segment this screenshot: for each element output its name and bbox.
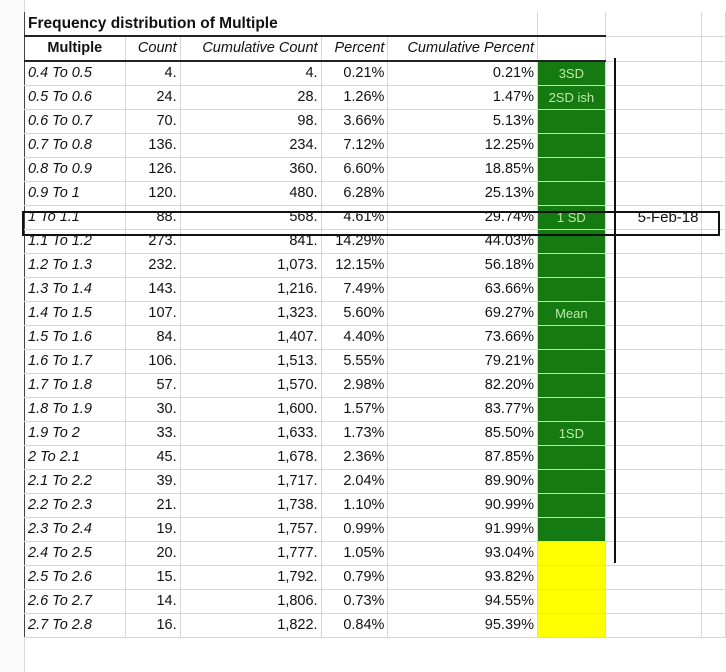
cell[interactable] [702,614,726,638]
count-cell[interactable]: 232. [125,254,180,278]
band-cell[interactable] [537,542,605,566]
percent-cell[interactable]: 7.49% [321,278,388,302]
count-cell[interactable]: 70. [125,110,180,134]
cell[interactable] [702,134,726,158]
percent-cell[interactable]: 5.55% [321,350,388,374]
cumulative-count-cell[interactable]: 568. [180,206,321,230]
cumulative-percent-cell[interactable]: 83.77% [388,398,538,422]
percent-cell[interactable]: 1.26% [321,86,388,110]
cumulative-count-cell[interactable]: 1,806. [180,590,321,614]
count-cell[interactable]: 107. [125,302,180,326]
multiple-cell[interactable]: 1.5 To 1.6 [25,326,126,350]
cumulative-count-cell[interactable]: 1,407. [180,326,321,350]
cumulative-percent-cell[interactable]: 12.25% [388,134,538,158]
percent-cell[interactable]: 6.60% [321,158,388,182]
cell[interactable] [702,36,726,61]
cumulative-count-cell[interactable]: 1,513. [180,350,321,374]
percent-cell[interactable]: 3.66% [321,110,388,134]
percent-cell[interactable]: 6.28% [321,182,388,206]
percent-cell[interactable]: 1.05% [321,542,388,566]
multiple-cell[interactable]: 2.6 To 2.7 [25,590,126,614]
cumulative-percent-cell[interactable]: 73.66% [388,326,538,350]
band-cell[interactable] [537,566,605,590]
multiple-cell[interactable]: 1.9 To 2 [25,422,126,446]
cumulative-count-cell[interactable]: 1,323. [180,302,321,326]
cell[interactable] [702,494,726,518]
cumulative-count-cell[interactable]: 1,822. [180,614,321,638]
date-cell[interactable]: 5-Feb-18 [605,206,702,230]
frequency-table [24,12,726,638]
header-multiple[interactable]: Multiple [25,36,126,61]
band-cell[interactable] [537,230,605,254]
count-cell[interactable]: 88. [125,206,180,230]
date-cell[interactable] [605,542,702,566]
percent-cell[interactable]: 1.73% [321,422,388,446]
cumulative-count-cell[interactable]: 1,216. [180,278,321,302]
count-cell[interactable]: 126. [125,158,180,182]
cell[interactable] [605,12,702,36]
count-cell[interactable]: 20. [125,542,180,566]
percent-cell[interactable]: 7.12% [321,134,388,158]
header-cumulative-percent[interactable]: Cumulative Percent [388,36,538,61]
header-row [25,36,726,61]
cumulative-percent-cell[interactable]: 89.90% [388,470,538,494]
band-cell[interactable] [537,350,605,374]
cell[interactable] [702,12,726,36]
band-cell[interactable] [537,278,605,302]
cell[interactable] [702,230,726,254]
multiple-cell[interactable]: 0.6 To 0.7 [25,110,126,134]
cumulative-count-cell[interactable]: 98. [180,110,321,134]
multiple-cell[interactable]: 0.4 To 0.5 [25,61,126,86]
band-cell[interactable] [537,158,605,182]
cumulative-count-cell[interactable]: 1,600. [180,398,321,422]
multiple-cell[interactable]: 0.8 To 0.9 [25,158,126,182]
cell[interactable] [702,206,726,230]
percent-cell[interactable]: 4.61% [321,206,388,230]
date-cell[interactable] [605,110,702,134]
multiple-cell[interactable]: 0.5 To 0.6 [25,86,126,110]
cumulative-percent-cell[interactable]: 25.13% [388,182,538,206]
percent-cell[interactable]: 12.15% [321,254,388,278]
percent-cell[interactable]: 2.98% [321,374,388,398]
table-row [25,182,726,206]
table-row [25,374,726,398]
table-row [25,590,726,614]
multiple-cell[interactable]: 2.2 To 2.3 [25,494,126,518]
percent-cell[interactable]: 0.79% [321,566,388,590]
cumulative-count-cell[interactable]: 1,678. [180,446,321,470]
date-cell[interactable] [605,61,702,86]
row-gutter [0,0,25,672]
cumulative-percent-cell[interactable]: 56.18% [388,254,538,278]
table-row [25,614,726,638]
band-cell[interactable] [537,590,605,614]
multiple-cell[interactable]: 2.5 To 2.6 [25,566,126,590]
table-row [25,254,726,278]
percent-cell[interactable]: 4.40% [321,326,388,350]
percent-cell[interactable]: 1.10% [321,494,388,518]
percent-cell[interactable]: 14.29% [321,230,388,254]
count-cell[interactable]: 273. [125,230,180,254]
multiple-cell[interactable]: 0.9 To 1 [25,182,126,206]
count-cell[interactable]: 57. [125,374,180,398]
table-row [25,278,726,302]
count-cell[interactable]: 30. [125,398,180,422]
cell[interactable] [702,566,726,590]
table-row [25,302,726,326]
multiple-cell[interactable]: 1.3 To 1.4 [25,278,126,302]
cumulative-percent-cell[interactable]: 91.99% [388,518,538,542]
band-cell[interactable]: 1 SD [537,206,605,230]
cumulative-percent-cell[interactable]: 0.21% [388,61,538,86]
band-cell[interactable]: 1SD [537,422,605,446]
cumulative-count-cell[interactable]: 1,757. [180,518,321,542]
date-cell[interactable] [605,446,702,470]
count-cell[interactable]: 33. [125,422,180,446]
cumulative-percent-cell[interactable]: 1.47% [388,86,538,110]
count-cell[interactable]: 16. [125,614,180,638]
count-cell[interactable]: 21. [125,494,180,518]
band-cell[interactable]: 2SD ish [537,86,605,110]
table-row [25,566,726,590]
cell[interactable] [702,422,726,446]
count-cell[interactable]: 4. [125,61,180,86]
date-cell[interactable] [605,614,702,638]
table-row [25,542,726,566]
date-cell[interactable] [605,494,702,518]
band-cell[interactable] [537,326,605,350]
table-title[interactable]: Frequency distribution of Multiple [25,12,538,36]
cumulative-percent-cell[interactable]: 94.55% [388,590,538,614]
cell[interactable] [702,61,726,86]
multiple-cell[interactable]: 2.4 To 2.5 [25,542,126,566]
date-cell[interactable] [605,470,702,494]
band-cell[interactable] [537,110,605,134]
title-row [25,12,726,36]
cell[interactable] [702,254,726,278]
date-cell[interactable] [605,374,702,398]
band-cell[interactable] [537,134,605,158]
date-cell[interactable] [605,254,702,278]
cumulative-count-cell[interactable]: 1,073. [180,254,321,278]
multiple-cell[interactable]: 1.2 To 1.3 [25,254,126,278]
date-cell[interactable] [605,422,702,446]
percent-cell[interactable]: 1.57% [321,398,388,422]
count-cell[interactable]: 15. [125,566,180,590]
date-cell[interactable] [605,518,702,542]
band-cell[interactable] [537,470,605,494]
cell[interactable] [702,278,726,302]
cumulative-percent-cell[interactable]: 63.66% [388,278,538,302]
band-cell[interactable] [537,254,605,278]
date-cell[interactable] [605,230,702,254]
multiple-cell[interactable]: 1.4 To 1.5 [25,302,126,326]
band-cell[interactable]: 3SD [537,61,605,86]
date-cell[interactable] [605,302,702,326]
multiple-cell[interactable]: 1.8 To 1.9 [25,398,126,422]
cumulative-count-cell[interactable]: 1,792. [180,566,321,590]
header-count[interactable]: Count [125,36,180,61]
cumulative-count-cell[interactable]: 4. [180,61,321,86]
cumulative-percent-cell[interactable]: 82.20% [388,374,538,398]
cell[interactable] [605,36,702,61]
count-cell[interactable]: 45. [125,446,180,470]
percent-cell[interactable]: 5.60% [321,302,388,326]
band-cell[interactable] [537,494,605,518]
cumulative-count-cell[interactable]: 1,633. [180,422,321,446]
cell[interactable] [702,326,726,350]
cell[interactable] [702,398,726,422]
multiple-cell[interactable]: 1.6 To 1.7 [25,350,126,374]
date-cell[interactable] [605,398,702,422]
cell[interactable] [702,182,726,206]
table-row [25,494,726,518]
cumulative-count-cell[interactable]: 841. [180,230,321,254]
cumulative-percent-cell[interactable]: 93.82% [388,566,538,590]
cell[interactable] [702,542,726,566]
header-cumulative-count[interactable]: Cumulative Count [180,36,321,61]
cell[interactable] [537,12,605,36]
cell[interactable] [537,36,605,61]
count-cell[interactable]: 84. [125,326,180,350]
band-cell[interactable] [537,182,605,206]
cumulative-count-cell[interactable]: 234. [180,134,321,158]
cumulative-count-cell[interactable]: 1,717. [180,470,321,494]
table-row [25,61,726,86]
date-cell[interactable] [605,86,702,110]
table-row [25,422,726,446]
band-cell[interactable]: Mean [537,302,605,326]
cumulative-percent-cell[interactable]: 85.50% [388,422,538,446]
cumulative-percent-cell[interactable]: 5.13% [388,110,538,134]
multiple-cell[interactable]: 2.7 To 2.8 [25,614,126,638]
count-cell[interactable]: 39. [125,470,180,494]
cell[interactable] [702,470,726,494]
band-cell[interactable] [537,518,605,542]
date-cell[interactable] [605,158,702,182]
table-row [25,86,726,110]
multiple-cell[interactable]: 1.1 To 1.2 [25,230,126,254]
cumulative-count-cell[interactable]: 28. [180,86,321,110]
percent-cell[interactable]: 0.99% [321,518,388,542]
percent-cell[interactable]: 2.36% [321,446,388,470]
table-row [25,134,726,158]
date-cell[interactable] [605,278,702,302]
cumulative-percent-cell[interactable]: 87.85% [388,446,538,470]
cumulative-percent-cell[interactable]: 90.99% [388,494,538,518]
count-cell[interactable]: 143. [125,278,180,302]
multiple-cell[interactable]: 2.1 To 2.2 [25,470,126,494]
multiple-cell[interactable]: 1.7 To 1.8 [25,374,126,398]
table-row [25,158,726,182]
date-cell[interactable] [605,326,702,350]
cumulative-count-cell[interactable]: 1,738. [180,494,321,518]
date-cell[interactable] [605,350,702,374]
band-cell[interactable] [537,398,605,422]
date-cell[interactable] [605,590,702,614]
cumulative-percent-cell[interactable]: 93.04% [388,542,538,566]
percent-cell[interactable]: 0.21% [321,61,388,86]
cell[interactable] [702,110,726,134]
band-cell[interactable] [537,614,605,638]
count-cell[interactable]: 136. [125,134,180,158]
multiple-cell[interactable]: 0.7 To 0.8 [25,134,126,158]
cumulative-percent-cell[interactable]: 29.74% [388,206,538,230]
table-row [25,206,726,230]
cumulative-count-cell[interactable]: 1,777. [180,542,321,566]
cumulative-percent-cell[interactable]: 69.27% [388,302,538,326]
percent-cell[interactable]: 2.04% [321,470,388,494]
cell[interactable] [702,350,726,374]
count-cell[interactable]: 120. [125,182,180,206]
header-percent[interactable]: Percent [321,36,388,61]
cell[interactable] [702,590,726,614]
cumulative-percent-cell[interactable]: 44.03% [388,230,538,254]
cell[interactable] [702,302,726,326]
multiple-cell[interactable]: 2 To 2.1 [25,446,126,470]
table-row [25,518,726,542]
cumulative-percent-cell[interactable]: 79.21% [388,350,538,374]
cumulative-count-cell[interactable]: 1,570. [180,374,321,398]
date-cell[interactable] [605,182,702,206]
cumulative-count-cell[interactable]: 360. [180,158,321,182]
table-row [25,398,726,422]
count-cell[interactable]: 24. [125,86,180,110]
table-row [25,326,726,350]
table-row [25,350,726,374]
cumulative-percent-cell[interactable]: 18.85% [388,158,538,182]
count-cell[interactable]: 106. [125,350,180,374]
band-cell[interactable] [537,446,605,470]
table-row [25,470,726,494]
cell[interactable] [702,446,726,470]
cell[interactable] [702,86,726,110]
multiple-cell[interactable]: 2.3 To 2.4 [25,518,126,542]
table-row [25,110,726,134]
table-row [25,446,726,470]
count-cell[interactable]: 19. [125,518,180,542]
cumulative-count-cell[interactable]: 480. [180,182,321,206]
date-cell[interactable] [605,134,702,158]
cell[interactable] [702,374,726,398]
percent-cell[interactable]: 0.73% [321,590,388,614]
date-cell[interactable] [605,566,702,590]
cumulative-percent-cell[interactable]: 95.39% [388,614,538,638]
band-cell[interactable] [537,374,605,398]
count-cell[interactable]: 14. [125,590,180,614]
cell[interactable] [702,518,726,542]
cell[interactable] [702,158,726,182]
multiple-cell[interactable]: 1 To 1.1 [25,206,126,230]
table-row [25,230,726,254]
percent-cell[interactable]: 0.84% [321,614,388,638]
